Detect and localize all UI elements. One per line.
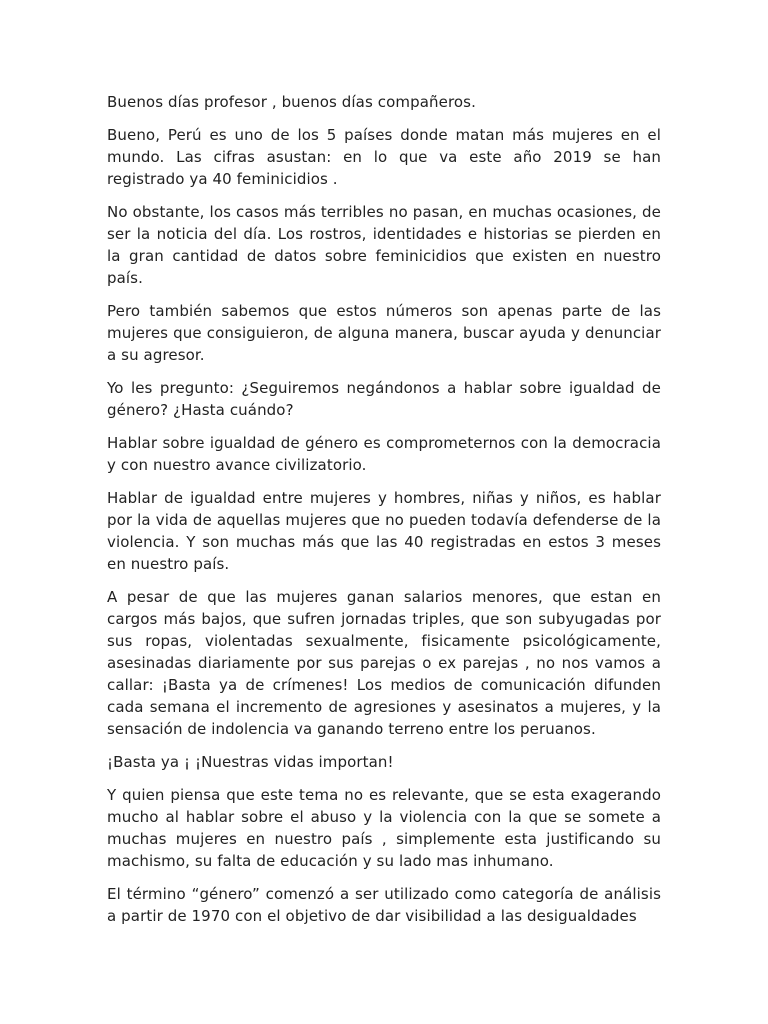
paragraph: Hablar sobre igualdad de género es comprometernos con la democracia y con nuestro avance civilizatorio. <box>107 434 661 474</box>
paragraph-greeting: Buenos días profesor , buenos días compañeros. <box>107 93 476 111</box>
paragraph: A pesar de que las mujeres ganan salarios menores, que estan en cargos más bajos, que sufren jornadas triples, que son subyugadas por sus ropas, violentadas sexualmente, fisicamente psicológicamente, asesinadas diariamente por sus parejas o ex parejas , no nos vamos a callar: ¡Basta ya de crímenes! Los medios de comunicación difunden cada semana el incremento de agresiones y asesinatos a mujeres, y la sensación de indolencia va ganando terreno entre los peruanos. <box>107 588 661 738</box>
paragraph: Hablar de igualdad entre mujeres y hombres, niñas y niños, es hablar por la vida de aquellas mujeres que no pueden todavía defenderse de la violencia. Y son muchas más que las 40 registradas en estos 3 meses en nuestro país. <box>107 489 661 573</box>
document-body <box>107 91 661 938</box>
paragraph: Pero también sabemos que estos números son apenas parte de las mujeres que consiguieron, de alguna manera, buscar ayuda y denunciar a su agresor. <box>107 302 661 364</box>
paragraph: El término “género” comenzó a ser utilizado como categoría de análisis a partir de 1970 con el objetivo de dar visibilidad a las desigualdades <box>107 885 661 925</box>
paragraph: Yo les pregunto: ¿Seguiremos negándonos a hablar sobre igualdad de género? ¿Hasta cuándo? <box>107 379 661 419</box>
paragraph: Bueno, Perú es uno de los 5 países donde matan más mujeres en el mundo. Las cifras asustan: en lo que va este año 2019 se han registrado ya 40 feminicidios . <box>107 126 661 188</box>
paragraph: Y quien piensa que este tema no es relevante, que se esta exagerando mucho al hablar sobre el abuso y la violencia con la que se somete a muchas mujeres en nuestro país , simplemente esta justificando su machismo, su falta de educación y su lado mas inhumano. <box>107 786 661 870</box>
paragraph: ¡Basta ya ¡ ¡Nuestras vidas importan! <box>107 753 394 771</box>
paragraph: No obstante, los casos más terribles no pasan, en muchas ocasiones, de ser la noticia del día. Los rostros, identidades e historias se pierden en la gran cantidad de datos sobre feminicidios que existen en nuestro país. <box>107 203 661 287</box>
